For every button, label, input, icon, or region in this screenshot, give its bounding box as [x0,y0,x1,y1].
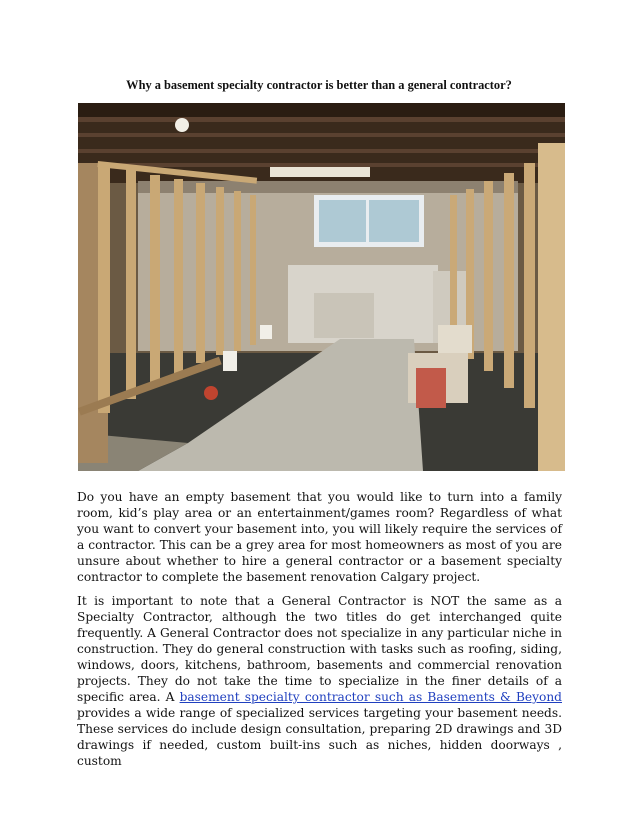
basement-framing-illustration [78,103,565,471]
article-title: Why a basement specialty contractor is better than a general contractor? [126,78,512,92]
basements-beyond-link[interactable]: basement specialty contractor such as Basements & Beyond [179,690,562,704]
basement-framing-photo [78,103,565,471]
intro-paragraph [77,489,562,585]
contractor-paragraph [77,593,562,769]
paragraph-text: Do you have an empty basement that you would like to turn into a family room, kid’s play area or an entertainment/games room? Regardless of what you want to convert your basement into, you will likely require the services of a contractor. This can be a grey area for most homeowners as most of you are unsure about whether to hire a general contractor or a basement specialty contractor to complete the basement renovation Calgary project. [77,490,562,584]
paragraph-text [77,593,562,769]
paragraph-text-end: provides a wide range of specialized services targeting your basement needs. These services do include design consultation, preparing 2D drawings and 3D drawings if needed, custom built-ins such as niches, hidden doorways , custom [77,706,562,768]
paragraph-text-start: It is important to note that a General Contractor is NOT the same as a Specialty Contractor, although the two titles do get interchanged quite frequently. A General Contractor does not specialize in any particular niche in construction. They do general construction with tasks such as roofing, siding, windows, doors, kitchens, bathroom, basements and commercial renovation projects. They do not take the time to specialize in the finer details of a specific area. A [77,594,562,704]
